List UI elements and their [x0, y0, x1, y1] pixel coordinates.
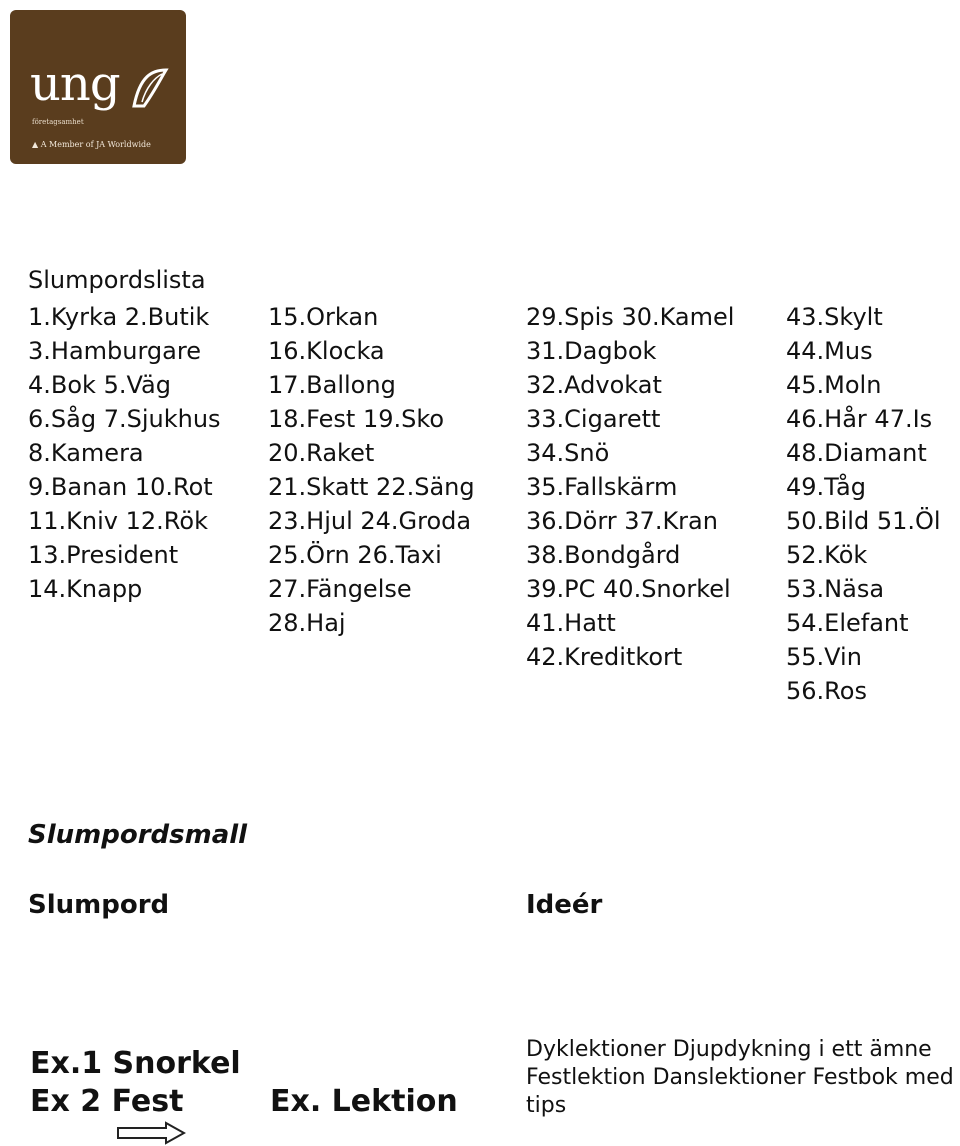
list-item: 25.Örn 26.Taxi: [268, 541, 442, 569]
list-item: 49.Tåg: [786, 473, 866, 501]
column-heading-ideer: Ideér: [526, 890, 603, 920]
list-item: 56.Ros: [786, 677, 867, 705]
list-item: 38.Bondgård: [526, 541, 681, 569]
list-item: 8.Kamera: [28, 439, 144, 467]
logo-wordmark: ung: [30, 56, 120, 112]
list-item: 13.President: [28, 541, 179, 569]
logo-subtitle: företagsamhet: [32, 118, 84, 126]
list-item: 50.Bild 51.Öl: [786, 507, 941, 535]
list-item: 39.PC 40.Snorkel: [526, 575, 731, 603]
example-2: Ex 2 Fest: [30, 1084, 184, 1119]
list-item: 14.Knapp: [28, 575, 143, 603]
list-item: 1.Kyrka 2.Butik: [28, 303, 210, 331]
right-arrow-icon: [116, 1121, 186, 1145]
list-item: 4.Bok 5.Väg: [28, 371, 171, 399]
list-item: 45.Moln: [786, 371, 882, 399]
list-item: 44.Mus: [786, 337, 873, 365]
list-item: 52.Kök: [786, 541, 868, 569]
list-item: 35.Fallskärm: [526, 473, 678, 501]
list-item: 16.Klocka: [268, 337, 385, 365]
list-item: 36.Dörr 37.Kran: [526, 507, 718, 535]
list-item: 28.Haj: [268, 609, 346, 637]
list-item: 53.Näsa: [786, 575, 885, 603]
list-item: 18.Fest 19.Sko: [268, 405, 445, 433]
list-item: 54.Elefant: [786, 609, 909, 637]
list-item: 32.Advokat: [526, 371, 662, 399]
list-item: 33.Cigarett: [526, 405, 661, 433]
logo-tagline: ▲ A Member of JA Worldwide: [32, 140, 151, 149]
list-item: 31.Dagbok: [526, 337, 657, 365]
list-item: 55.Vin: [786, 643, 862, 671]
list-item: 27.Fängelse: [268, 575, 412, 603]
template-title: Slumpordsmall: [28, 820, 248, 850]
list-item: 6.Såg 7.Sjukhus: [28, 405, 221, 433]
list-item: 21.Skatt 22.Säng: [268, 473, 475, 501]
list-item: 17.Ballong: [268, 371, 396, 399]
list-item: 41.Hatt: [526, 609, 616, 637]
list-item: 34.Snö: [526, 439, 610, 467]
word-column-3: [526, 300, 734, 674]
list-item: 23.Hjul 24.Groda: [268, 507, 472, 535]
list-item: 43.Skylt: [786, 303, 883, 331]
example-1: Ex.1 Snorkel: [30, 1046, 241, 1081]
column-heading-slumpord: Slumpord: [28, 890, 170, 920]
list-title: Slumpordslista: [28, 266, 206, 294]
list-item: 15.Orkan: [268, 303, 379, 331]
list-item: 9.Banan 10.Rot: [28, 473, 213, 501]
list-item: 46.Hår 47.Is: [786, 405, 933, 433]
list-item: 48.Diamant: [786, 439, 927, 467]
example-lesson: Ex. Lektion: [270, 1084, 458, 1119]
list-item: 42.Kreditkort: [526, 643, 683, 671]
word-column-2: [268, 300, 475, 640]
logo-swoosh-icon: [130, 66, 170, 110]
word-column-4: [786, 300, 941, 708]
ideas-text: Dyklektioner Djupdykning i ett ämne Festlektion Danslektioner Festbok med tips: [526, 1037, 954, 1118]
list-item: 11.Kniv 12.Rök: [28, 507, 208, 535]
list-item: 3.Hamburgare: [28, 337, 201, 365]
word-column-1: [28, 300, 221, 606]
logo: [10, 10, 186, 164]
list-item: 20.Raket: [268, 439, 375, 467]
list-item: 29.Spis 30.Kamel: [526, 303, 735, 331]
